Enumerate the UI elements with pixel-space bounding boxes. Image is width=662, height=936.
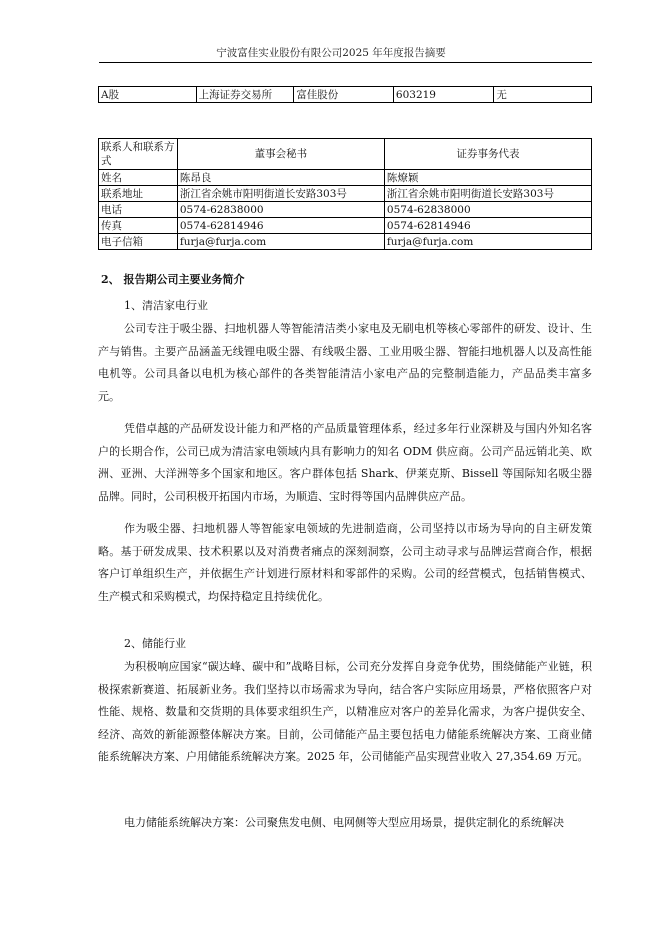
paragraph: 凭借卓越的产品研发设计能力和严格的产品质量管理体系，经过多年行业深耕及与国内外知名客户的长期合作，公司已成为清洁家电领域内具有影响力的知名 ODM 供应商。公司产品远销北美、欧洲、亚洲、大洋洲等多个国家和地区。客户群体包括 Shark、伊莱克斯、Bissell 等国际知名吸尘器品牌。同时，公司积极开拓国内市场，为顺造、宝时得等国内品牌供应产品。: [98, 422, 592, 503]
rep-value: 0574-62814946: [384, 218, 591, 234]
rep-value: furja@furja.com: [384, 234, 591, 250]
rep-value: 陈燎颖: [384, 170, 591, 186]
row-label: 传真: [99, 218, 178, 234]
secretary-value: 0574-62814946: [177, 218, 384, 234]
subsection-cleaning-title: 1、清洁家电行业: [124, 299, 208, 312]
row-label: 电子信箱: [99, 234, 178, 250]
secretary-value: 陈昂良: [177, 170, 384, 186]
section-title: 2、 报告期公司主要业务简介: [101, 273, 245, 286]
table-header-row: [99, 139, 592, 170]
stock-info-table: [98, 86, 592, 103]
contact-header-label: 联系人和联系方式: [99, 139, 178, 170]
table-row: [99, 170, 592, 186]
contact-table: [98, 138, 592, 250]
secretary-value: 浙江省余姚市阳明街道长安路303号: [177, 186, 384, 202]
paragraph: 为积极响应国家“碳达峰、碳中和”战略目标，公司充分发挥自身竞争优势，围绕储能产业链，积极探索新赛道、拓展新业务。我们坚持以市场需求为导向，结合客户实际应用场景，严格依照客户对性能、规格、数量和交货期的具体要求组织生产，以精准应对客户的差异化需求，为客户提供安全、经济、高效的新能源整体解决方案。目前，公司储能产品主要包括电力储能系统解决方案、工商业储能系统解决方案、户用储能系统解决方案。2025 年，公司储能产品实现营业收入 27,354.69 万元。: [98, 660, 592, 763]
page-header: 宁波富佳实业股份有限公司2025 年年度报告摘要: [216, 47, 446, 59]
subsection-storage-title: 2、储能行业: [124, 637, 186, 650]
secretary-value: furja@furja.com: [177, 234, 384, 250]
previous-abbr-cell: 无: [494, 87, 592, 103]
row-label: 姓名: [99, 170, 178, 186]
table-row: [99, 218, 592, 234]
table-row: [99, 87, 592, 103]
table-row: [99, 186, 592, 202]
header-divider: [99, 62, 592, 63]
table-row: [99, 234, 592, 250]
rep-value: 0574-62838000: [384, 202, 591, 218]
stock-code-cell: 603219: [393, 87, 493, 103]
stock-type-cell: A股: [99, 87, 197, 103]
rep-value: 浙江省余姚市阳明街道长安路303号: [384, 186, 591, 202]
exchange-cell: 上海证券交易所: [196, 87, 294, 103]
paragraph: 电力储能系统解决方案：公司聚焦发电侧、电网侧等大型应用场景，提供定制化的系统解决: [124, 816, 564, 829]
paragraph: 作为吸尘器、扫地机器人等智能家电领域的先进制造商，公司坚持以市场为导向的自主研发策略。基于研发成果、技术积累以及对消费者痛点的深刻洞察，公司主动寻求与品牌运营商合作，根据客户订单组织生产，并依据生产计划进行原材料和零部件的采购。公司的经营模式，包括销售模式、生产模式和采购模式，均保持稳定且持续优化。: [98, 522, 592, 603]
secretary-value: 0574-62838000: [177, 202, 384, 218]
stock-abbr-cell: 富佳股份: [294, 87, 394, 103]
paragraph: 公司专注于吸尘器、扫地机器人等智能清洁类小家电及无刷电机等核心零部件的研发、设计、生产与销售。主要产品涵盖无线锂电吸尘器、有线吸尘器、工业用吸尘器、智能扫地机器人以及高性能电机等。公司具备以电机为核心部件的各类智能清洁小家电产品的完整制造能力，产品品类丰富多元。: [98, 322, 592, 403]
board-secretary-header: 董事会秘书: [177, 139, 384, 170]
table-row: [99, 202, 592, 218]
row-label: 电话: [99, 202, 178, 218]
row-label: 联系地址: [99, 186, 178, 202]
securities-rep-header: 证券事务代表: [384, 139, 591, 170]
